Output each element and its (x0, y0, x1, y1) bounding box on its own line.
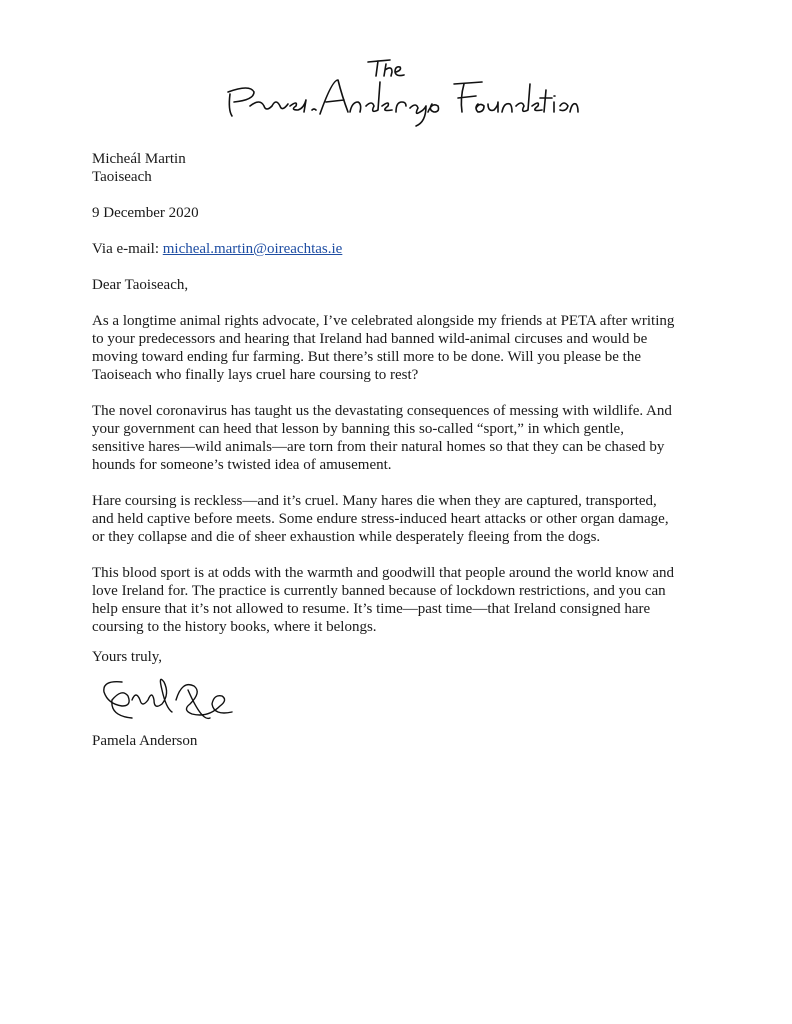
paragraph-line: moving toward ending fur farming. But there’s still more to be done. Will you please be the (92, 349, 642, 365)
recipient-title: Taoiseach (92, 169, 152, 185)
via-label: Via e-mail: (92, 241, 163, 257)
signer-name-text: Pamela Anderson (92, 733, 198, 749)
recipient-block (92, 150, 732, 186)
via-email-line (92, 240, 732, 258)
closing-text: Yours truly, (92, 649, 163, 665)
paragraph-line: and held captive before meets. Some endure stress-induced heart attacks or other organ damage, (92, 511, 669, 527)
paragraph-3 (92, 492, 732, 546)
signature (92, 660, 252, 730)
paragraph-2 (92, 402, 732, 474)
paragraph-line: Hare coursing is reckless—and it’s cruel. Many hares die when they are captured, transported, (92, 493, 657, 509)
foundation-logo-script (220, 50, 580, 130)
paragraph-line: hounds for someone’s twisted idea of amusement. (92, 457, 392, 473)
letter-date (92, 204, 732, 222)
letter-body (92, 150, 732, 654)
paragraph-line: help ensure that it’s not allowed to resume. It’s time—past time—that Ireland consigned hare (92, 601, 651, 617)
paragraph-line: to your predecessors and hearing that Ireland had banned wild-animal circuses and would be (92, 331, 648, 347)
recipient-name: Micheál Martin (92, 151, 186, 167)
paragraph-line: As a longtime animal rights advocate, I’ve celebrated alongside my friends at PETA after writing (92, 313, 675, 329)
paragraph-line: coursing to the history books, where it belongs. (92, 619, 377, 635)
paragraph-line: love Ireland for. The practice is currently banned because of lockdown restrictions, and you can (92, 583, 666, 599)
paragraph-line: or they collapse and die of sheer exhaustion while desperately fleeing from the dogs. (92, 529, 601, 545)
signer-name (92, 732, 197, 750)
paragraph-line: your government can heed that lesson by banning this so-called “sport,” in which gentle, (92, 421, 624, 437)
paragraph-line: sensitive hares—wild animals—are torn from their natural homes so that they can be chased by (92, 439, 665, 455)
salutation (92, 276, 732, 294)
paragraph-line: Taoiseach who finally lays cruel hare coursing to rest? (92, 367, 419, 383)
paragraph-4 (92, 564, 732, 636)
paragraph-line: The novel coronavirus has taught us the devastating consequences of messing with wildlife. And (92, 403, 672, 419)
email-link[interactable]: micheal.martin@oireachtas.ie (162, 241, 343, 257)
date-text: 9 December 2020 (92, 205, 199, 221)
paragraph-1 (92, 312, 732, 384)
letterhead-logo (220, 50, 580, 130)
salutation-text: Dear Taoiseach, (92, 277, 189, 293)
signature-scribble (92, 660, 252, 730)
paragraph-line: This blood sport is at odds with the warmth and goodwill that people around the world know and (92, 565, 674, 581)
